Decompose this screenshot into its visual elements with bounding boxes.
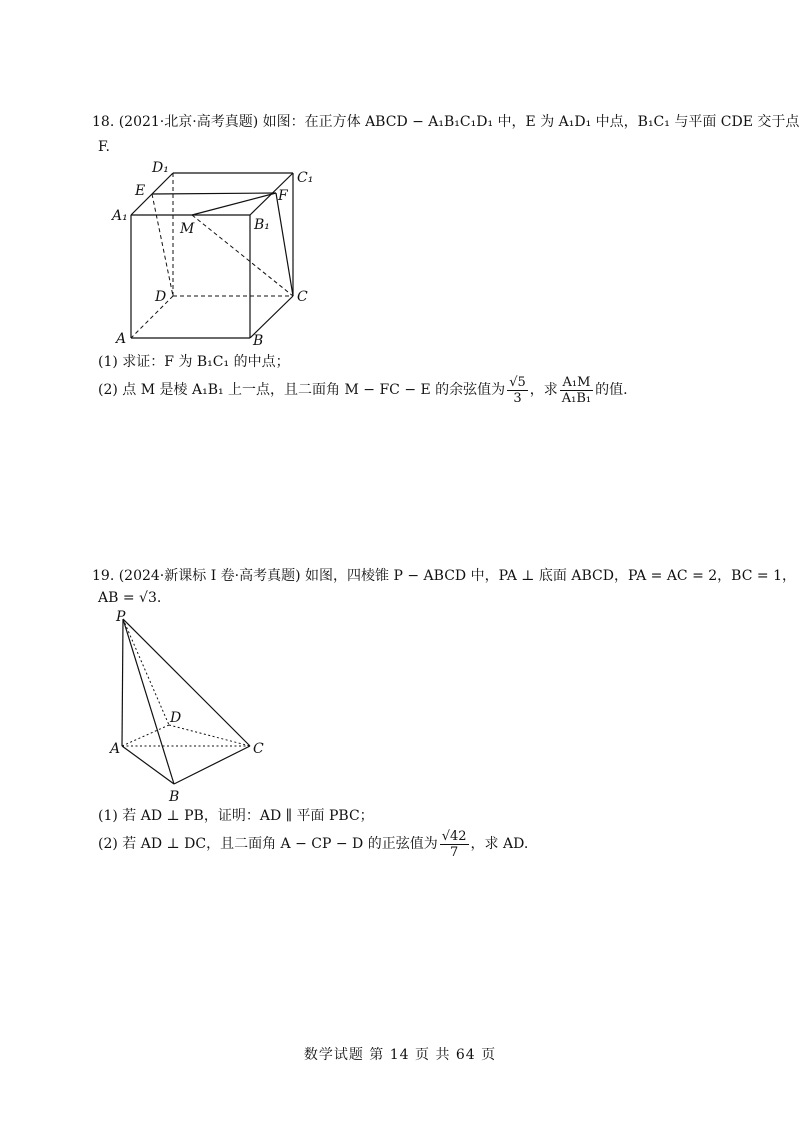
q18-part2-pre: (2) 点 M 是棱 A₁B₁ 上一点，且二面角 M − FC − E 的余弦值为	[98, 382, 506, 398]
q18-cube-figure	[100, 155, 340, 355]
edge-M-F	[192, 193, 276, 215]
q19-part1: (1) 若 AD ⊥ PB，证明：AD ∥ 平面 PBC；	[98, 808, 374, 824]
hidden-D-C	[169, 725, 250, 746]
edge-A-B	[122, 746, 174, 784]
q18-stem-line2: F.	[98, 139, 110, 155]
q19-stem-line2: AB = √3.	[98, 590, 162, 606]
edge-P-A	[122, 619, 123, 746]
label-C: C	[297, 289, 308, 305]
label-B1: B₁	[254, 217, 270, 233]
label-E: E	[135, 183, 146, 199]
label-A: A	[110, 741, 121, 757]
q18-stem-line1: 18. (2021·北京·高考真题) 如图：在正方体 ABCD − A₁B₁C₁D₁ 中，E 为 A₁D₁ 中点，B₁C₁ 与平面 CDE 交于点	[92, 114, 800, 130]
q19-part2-post: ，求 AD.	[470, 836, 529, 852]
q19-fraction-sin	[440, 829, 469, 860]
label-B: B	[169, 789, 180, 805]
label-B: B	[253, 333, 264, 349]
q18-frac2-den: A₁B₁	[561, 390, 592, 406]
label-M: M	[180, 221, 195, 237]
label-P: P	[116, 609, 126, 625]
q18-part1: (1) 求证：F 为 B₁C₁ 的中点；	[98, 354, 290, 370]
edge-F-C	[276, 193, 293, 296]
q19-pyramid-figure	[100, 605, 280, 805]
edge-B-C	[250, 296, 293, 338]
label-D: D	[155, 289, 167, 305]
q18-part2	[98, 372, 628, 408]
q18-frac2-num: A₁M	[560, 375, 593, 391]
hidden-D-A	[131, 296, 173, 338]
q18-part2-mid: ，求	[529, 382, 558, 398]
hidden-A-D	[122, 725, 169, 746]
page-footer: 数学试题 第 14 页 共 64 页	[303, 1047, 497, 1063]
q18-frac1-num: √5	[509, 374, 526, 390]
label-F: F	[278, 188, 288, 204]
q19-part2	[98, 826, 528, 862]
label-D1: D₁	[152, 160, 169, 176]
q19-part2-pre: (2) 若 AD ⊥ DC，且二面角 A − CP − D 的正弦值为	[98, 836, 438, 852]
edge-E-F	[152, 193, 276, 194]
hidden-M-C	[192, 215, 293, 296]
label-D: D	[170, 710, 182, 726]
q19-stem-line1: 19. (2024·新课标 Ⅰ 卷·高考真题) 如图，四棱锥 P − ABCD 中，PA ⊥ 底面 ABCD，PA = AC = 2，BC = 1，	[92, 568, 796, 584]
label-A1: A₁	[112, 208, 128, 224]
hidden-P-D	[123, 619, 169, 725]
q18-fraction-cos	[507, 375, 528, 406]
label-A: A	[116, 331, 127, 347]
q18-frac1-den: 3	[513, 390, 522, 406]
label-C: C	[253, 741, 264, 757]
q18-part2-post: 的值.	[595, 382, 628, 398]
q19-frac-den: 7	[449, 844, 459, 860]
q18-fraction-ratio	[560, 375, 593, 406]
hidden-E-D	[152, 194, 173, 296]
q19-frac-num: √42	[441, 828, 467, 844]
edge-B-C	[174, 746, 250, 784]
label-C1: C₁	[297, 170, 314, 186]
